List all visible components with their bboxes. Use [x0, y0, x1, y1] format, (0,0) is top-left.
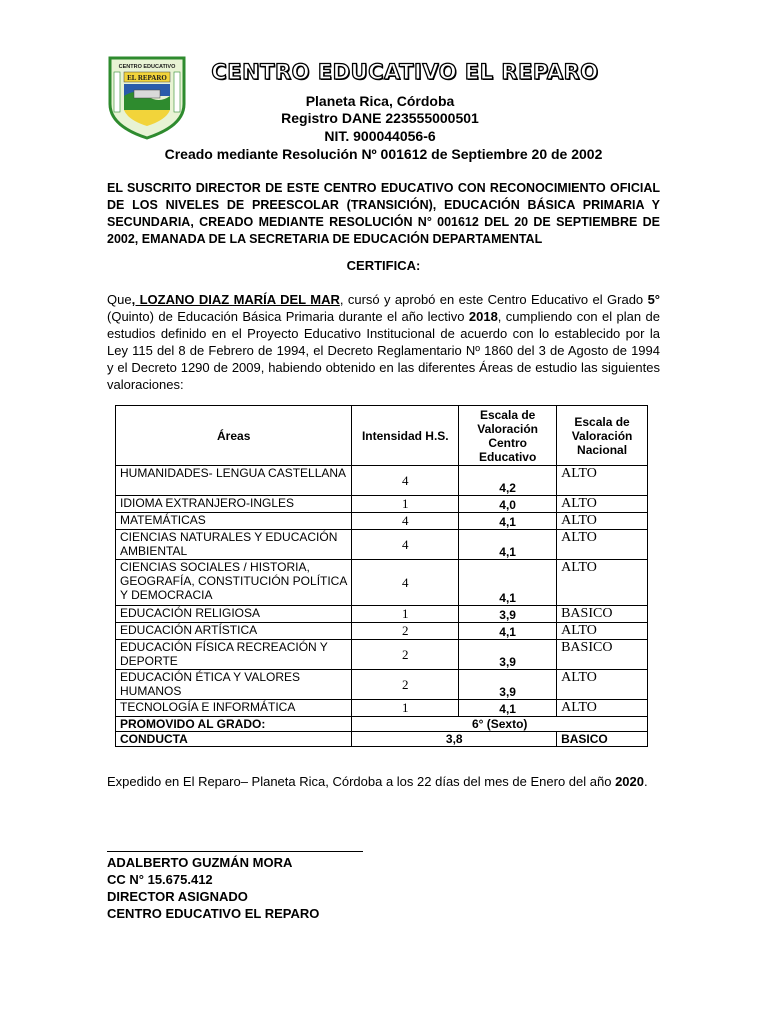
dane-line: Registro DANE 223555000501	[281, 110, 479, 126]
national-cell: ALTO	[557, 513, 648, 530]
school-title: CENTRO EDUCATIVO EL REPARO	[211, 60, 599, 84]
table-row	[116, 496, 648, 513]
national-cell: BASICO	[557, 640, 648, 670]
table-row	[116, 623, 648, 640]
nit-line: NIT. 900044056-6	[324, 128, 436, 144]
area-cell: EDUCACIÓN RELIGIOSA	[116, 606, 352, 623]
area-cell: HUMANIDADES- LENGUA CASTELLANA	[116, 466, 352, 496]
value-cell: 4,1	[459, 560, 557, 606]
student-name: , LOZANO DIAZ MARÍA DEL MAR	[131, 292, 340, 307]
value-cell: 4,1	[459, 700, 557, 717]
national-cell: BASICO	[557, 606, 648, 623]
school-year: 2018	[468, 309, 498, 324]
hours-cell: 4	[352, 513, 459, 530]
table-row	[116, 640, 648, 670]
signer-name: ADALBERTO GUZMÁN MORA	[107, 855, 293, 870]
promovido-row: PROMOVIDO AL GRADO: 6° (Sexto)	[116, 717, 648, 732]
hours-cell: 2	[352, 670, 459, 700]
table-row	[116, 606, 648, 623]
value-cell: 4,1	[459, 513, 557, 530]
table-row	[116, 466, 648, 496]
signature-line	[107, 851, 363, 852]
promovido-value: 6° (Sexto)	[352, 717, 648, 732]
national-cell: ALTO	[557, 530, 648, 560]
signer-school: CENTRO EDUCATIVO EL REPARO	[107, 906, 320, 921]
national-cell: ALTO	[557, 466, 648, 496]
hours-cell: 1	[352, 700, 459, 717]
national-cell: ALTO	[557, 700, 648, 717]
header-national-scale: Escala de Valoración Nacional	[557, 406, 648, 466]
table-row	[116, 530, 648, 560]
header-hours: Intensidad H.S.	[352, 406, 459, 466]
hours-cell: 2	[352, 623, 459, 640]
hours-cell: 1	[352, 606, 459, 623]
area-cell: EDUCACIÓN ARTÍSTICA	[116, 623, 352, 640]
value-cell: 4,2	[459, 466, 557, 496]
signature-block	[107, 854, 319, 922]
area-cell: EDUCACIÓN FÍSICA RECREACIÓN Y DEPORTE	[116, 640, 352, 670]
svg-text:EL REPARO: EL REPARO	[127, 74, 167, 82]
signer-cc: CC N° 15.675.412	[107, 872, 213, 887]
value-cell: 3,9	[459, 670, 557, 700]
hours-cell: 2	[352, 640, 459, 670]
svg-text:CENTRO EDUCATIVO: CENTRO EDUCATIVO	[118, 64, 176, 70]
hours-cell: 4	[352, 466, 459, 496]
national-cell: ALTO	[557, 623, 648, 640]
header-areas: Áreas	[116, 406, 352, 466]
hours-cell: 4	[352, 530, 459, 560]
header-school-scale: Escala de Valoración Centro Educativo	[459, 406, 557, 466]
area-cell: CIENCIAS SOCIALES / HISTORIA, GEOGRAFÍA, CONSTITUCIÓN POLÍTICA Y DEMOCRACIA	[116, 560, 352, 606]
intro-paragraph: EL SUSCRITO DIRECTOR DE ESTE CENTRO EDUCATIVO CON RECONOCIMIENTO OFICIAL DE LOS NIVELES DE PREESCOLAR (TRANSICIÓN), EDUCACIÓN BÁSICA PRIMARIA Y SECUNDARIA, CREADO MEDIANTE RESOLUCIÓN N° 001612 DEL 20 DE SEPTIEMBRE DE 2002, EMANADA DE LA SECRETARIA DE EDUCACIÓN DEPARTAMENTAL	[107, 181, 660, 246]
value-cell: 3,9	[459, 606, 557, 623]
resolution-line: Creado mediante Resolución Nº 001612 de Septiembre 20 de 2002	[164, 146, 603, 162]
national-cell: ALTO	[557, 560, 648, 606]
area-cell: CIENCIAS NATURALES Y EDUCACIÓN AMBIENTAL	[116, 530, 352, 560]
table-row	[116, 513, 648, 530]
national-cell: ALTO	[557, 670, 648, 700]
hours-cell: 1	[352, 496, 459, 513]
area-cell: IDIOMA EXTRANJERO-INGLES	[116, 496, 352, 513]
conducta-value: 3,8	[352, 732, 557, 747]
certifica-heading: CERTIFICA:	[346, 258, 421, 273]
expedido-year: 2020	[615, 774, 644, 789]
value-cell: 3,9	[459, 640, 557, 670]
grades-table	[115, 405, 648, 747]
value-cell: 4,1	[459, 623, 557, 640]
value-cell: 4,0	[459, 496, 557, 513]
national-cell: ALTO	[557, 496, 648, 513]
area-cell: MATEMÁTICAS	[116, 513, 352, 530]
city-line: Planeta Rica, Córdoba	[305, 93, 455, 109]
table-row	[116, 560, 648, 606]
area-cell: TECNOLOGÍA E INFORMÁTICA	[116, 700, 352, 717]
table-row	[116, 670, 648, 700]
expedido-paragraph: Expedido en El Reparo– Planeta Rica, Córdoba a los 22 días del mes de Enero del año 2020.	[107, 774, 648, 789]
conducta-national: BASICO	[557, 732, 648, 747]
table-row	[116, 700, 648, 717]
value-cell: 4,1	[459, 530, 557, 560]
certification-paragraph: Que, LOZANO DIAZ MARÍA DEL MAR, cursó y aprobó en este Centro Educativo el Grado 5° (Quinto) de Educación Básica Primaria durante el año lectivo 2018, cumpliendo con el plan de estudios definido en el Proyecto Educativo Institucional de acuerdo con lo establecido por la Ley 115 del 8 de Febrero de 1994, el Decreto Reglamentario Nº 1860 del 3 de Agosto de 1994 y el Decreto 1290 de 2009, habiendo obtenido en las diferentes Áreas de estudio las siguientes valoraciones:	[107, 292, 660, 392]
area-cell: EDUCACIÓN ÉTICA Y VALORES HUMANOS	[116, 670, 352, 700]
hours-cell: 4	[352, 560, 459, 606]
conducta-row: CONDUCTA 3,8 BASICO	[116, 732, 648, 747]
grade-number: 5°	[647, 292, 660, 307]
signer-role: DIRECTOR ASIGNADO	[107, 889, 248, 904]
